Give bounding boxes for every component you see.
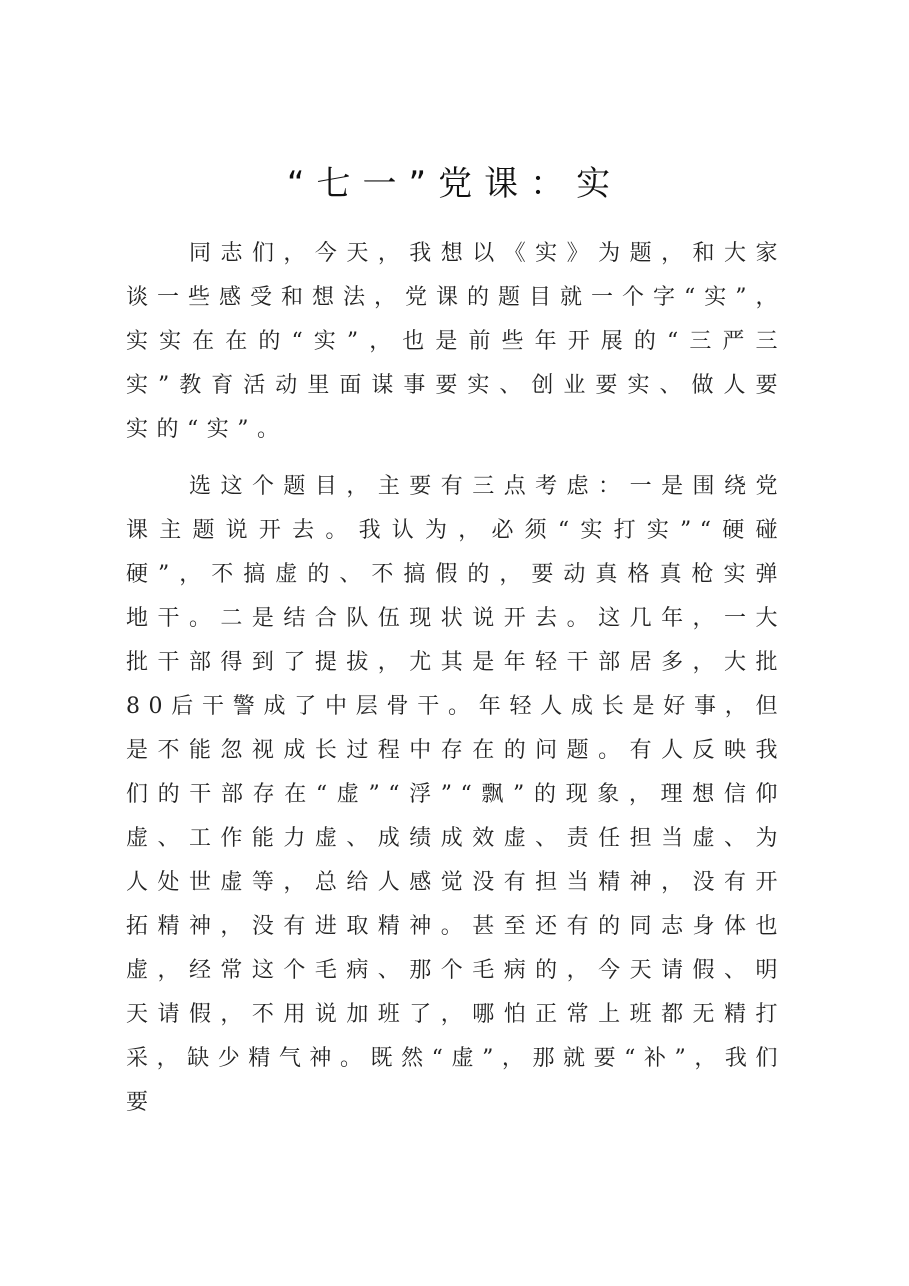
document-title: “七一”党课：实 — [286, 164, 623, 204]
document-body — [126, 232, 786, 1125]
paragraph-1: 同志们，今天，我想以《实》为题，和大家谈一些感受和想法，党课的题目就一个字“实”，实实在在的“实”，也是前些年开展的“三严三实”教育活动里面谋事要实、创业要实、做人要实的“实”。 — [126, 241, 786, 442]
paragraph-2: 选这个题目，主要有三点考虑：一是围绕党课主题说开去。我认为，必须“实打实”“硬碰硬”，不搞虚的、不搞假的，要动真格真枪实弹地干。二是结合队伍现状说开去。这几年，一大批干部得到了提拔，尤其是年轻干部居多，大批80后干警成了中层骨干。年轻人成长是好事，但是不能忽视成长过程中存在的问题。有人反映我们的干部存在“虚”“浮”“飘”的现象，理想信仰虚、工作能力虚、成绩成效虚、责任担当虚、为人处世虚等，总给人感觉没有担当精神，没有开拓精神，没有进取精神。甚至还有的同志身体也虚，经常这个毛病、那个毛病的，今天请假、明天请假，不用说加班了，哪怕正常上班都无精打采，缺少精气神。既然“虚”，那就要“补”，我们要 — [126, 474, 786, 1115]
